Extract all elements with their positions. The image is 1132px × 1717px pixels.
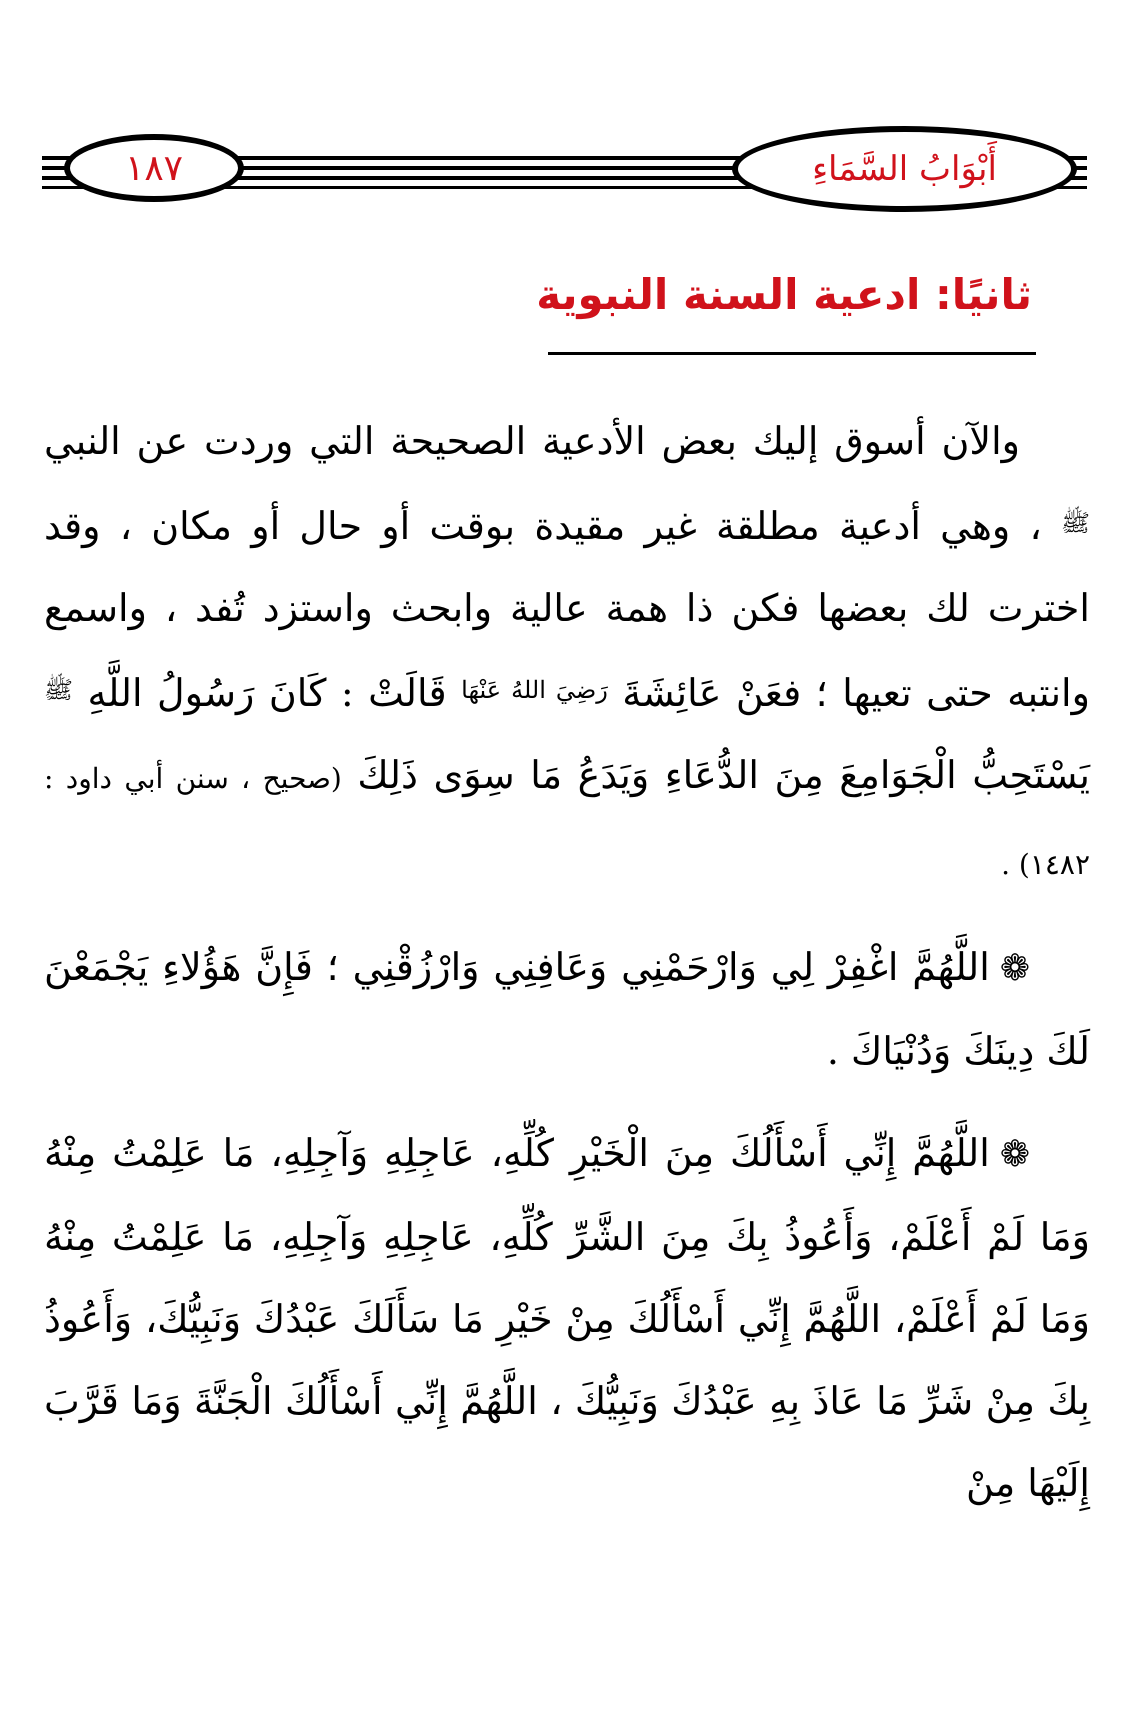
page-number-oval — [64, 134, 244, 202]
section-heading: ثانيًا: ادعية السنة النبوية — [536, 270, 1032, 319]
chapter-title-oval — [732, 126, 1077, 212]
page-header — [42, 122, 1087, 217]
honorific-symbol: ﷺ — [44, 676, 73, 704]
honorific-symbol: ﷺ — [1060, 509, 1090, 537]
chapter-title: أَبْوَابُ السَّمَاءِ — [812, 149, 997, 189]
dua-paragraph — [44, 1112, 1090, 1524]
intro-text-b: ، وهي أدعية مطلقة غير مقيدة بوقت أو حال أو مكان ، وقد اخترت لك بعضها فكن ذا همة عالية وابحث واستزد تُفد ، واسمع وانتبه حتى تعيها ؛ فعَنْ عَائِشَةَ — [44, 504, 1090, 715]
section-heading-underline — [548, 352, 1036, 355]
dua-text: اللَّهُمَّ إِنِّي أَسْأَلُكَ مِنَ الْخَيْرِ كُلِّهِ، عَاجِلِهِ وَآجِلِهِ، مَا عَلِمْتُ مِنْهُ وَمَا لَمْ أَعْلَمْ، وَأَعُوذُ بِكَ مِنَ الشَّرِّ كُلِّهِ، عَاجِلِهِ وَآجِلِهِ، مَا عَلِمْتُ مِنْهُ وَمَا لَمْ أَعْلَمْ، اللَّهُمَّ إِنِّي أَسْأَلُكَ مِنْ خَيْرِ مَا سَأَلَكَ عَبْدُكَ وَنَبِيُّكَ، وَأَعُوذُ بِكَ مِنْ شَرِّ مَا عَاذَ بِهِ عَبْدُكَ وَنَبِيُّكَ ، اللَّهُمَّ إِنِّي أَسْأَلُكَ الْجَنَّةَ وَمَا قَرَّبَ إِلَيْهَا مِنْ — [44, 1131, 1090, 1505]
body-text — [44, 400, 1090, 1524]
page-number: ١٨٧ — [124, 147, 183, 189]
intro-text-c: قَالَتْ : كَانَ رَسُولُ اللَّهِ — [87, 671, 447, 715]
asterisk-flower-icon: ❁ — [999, 1134, 1030, 1175]
dua-paragraph — [44, 926, 1090, 1092]
asterisk-flower-icon: ❁ — [999, 948, 1030, 989]
dua-text: اللَّهُمَّ اغْفِرْ لِي وَارْحَمْنِي وَعَافِنِي وَارْزُقْنِي ؛ فَإِنَّ هَؤُلاءِ يَجْمَعْنَ لَكَ دِينَكَ وَدُنْيَاكَ . — [44, 945, 1090, 1073]
intro-text-a: والآن أسوق إليك بعض الأدعية الصحيحة التي وردت عن النبي — [44, 419, 1020, 463]
intro-paragraph — [44, 400, 1090, 906]
intro-text-d: يَسْتَحِبُّ الْجَوَامِعَ مِنَ الدُّعَاءِ وَيَدَعُ مَا سِوَى ذَلِكَ — [357, 753, 1090, 797]
honorific-symbol: رَضِيَ اللهُ عَنْهَا — [461, 676, 608, 704]
hadith-reference: (صحيح ، سنن أبي داود : ١٤٨٢) . — [44, 762, 1090, 881]
